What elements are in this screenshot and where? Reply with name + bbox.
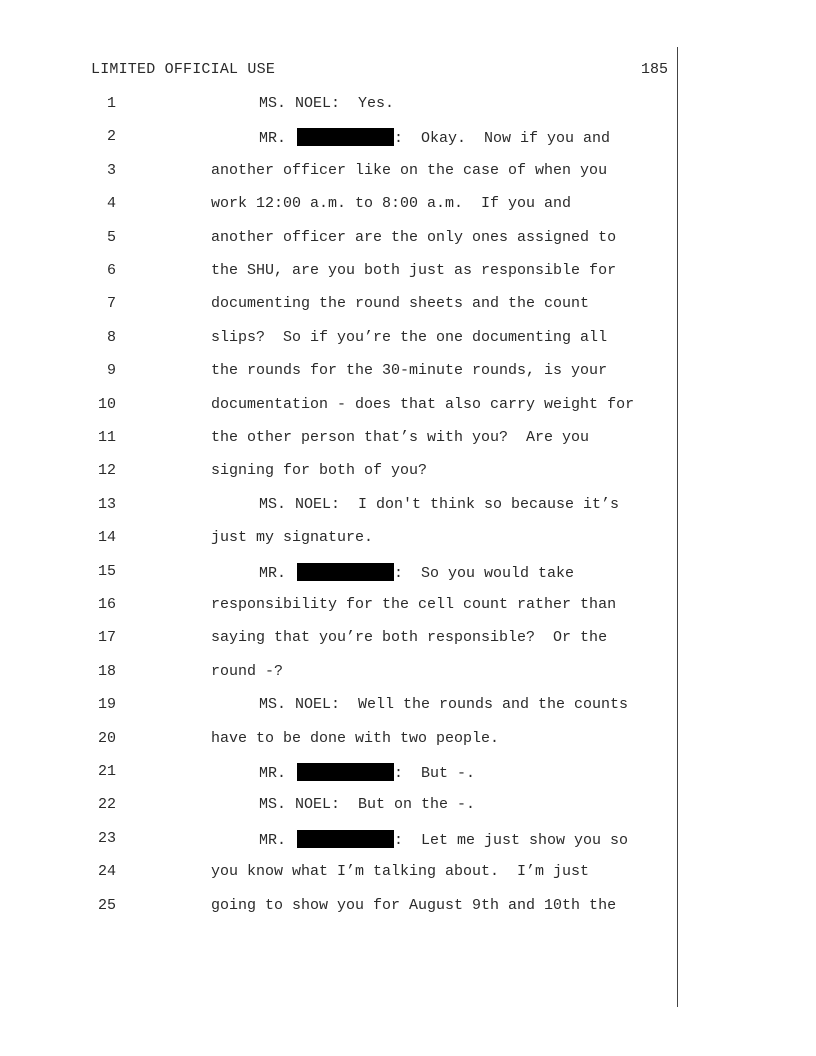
transcript-line [0, 421, 816, 454]
line-text-pre: have to be done with two people. [211, 729, 500, 747]
line-number: 6 [106, 262, 116, 279]
line-text [211, 529, 373, 546]
transcript-line [0, 621, 816, 654]
line-text-pre: signing for both of you? [211, 462, 428, 480]
line-text-pre: the rounds for the 30-minute rounds, is your [211, 362, 608, 380]
line-text [211, 629, 607, 646]
line-text-pre: the other person that’s with you? Are you [211, 429, 590, 446]
line-number: 18 [97, 662, 116, 680]
line-text [211, 897, 616, 914]
line-text-pre: slips? So if you’re the one documenting all [211, 328, 608, 346]
page-number: 185 [640, 61, 668, 78]
redaction-box [297, 830, 394, 848]
line-number: 16 [97, 596, 116, 613]
line-text-pre: going to show you for August 9th and 10th the [211, 896, 617, 914]
line-text [211, 663, 283, 680]
line-number: 14 [97, 529, 116, 547]
line-number: 4 [106, 195, 116, 213]
line-text [211, 195, 571, 212]
line-number: 7 [106, 295, 116, 313]
line-text [211, 229, 616, 246]
line-text-pre: just my signature. [211, 529, 374, 547]
line-number: 10 [97, 395, 116, 413]
transcript-line [0, 521, 816, 554]
line-text [211, 396, 634, 413]
line-number: 13 [97, 495, 116, 513]
line-text [211, 596, 616, 613]
line-number: 21 [97, 763, 116, 780]
transcript-line [0, 588, 816, 621]
line-number: 9 [106, 362, 116, 380]
line-number: 15 [97, 562, 116, 580]
line-number: 19 [97, 696, 116, 714]
line-text [259, 796, 475, 813]
transcript-line [0, 187, 816, 220]
header-classification: LIMITED OFFICIAL USE [91, 61, 276, 78]
line-text [259, 128, 610, 147]
line-text [259, 696, 628, 713]
line-text-pre: documentation - does that also carry weight for [211, 395, 635, 413]
line-text-post: : But -. [394, 765, 476, 782]
line-text [211, 863, 589, 880]
line-number: 24 [97, 863, 116, 881]
line-number: 2 [106, 128, 116, 146]
line-text-post: : Let me just show you so [394, 831, 629, 849]
transcript-line [0, 788, 816, 821]
transcript-line [0, 120, 816, 153]
line-text-pre: another officer like on the case of when you [211, 161, 608, 179]
line-text-pre: work 12:00 a.m. to 8:00 a.m. If you and [211, 195, 572, 213]
line-number: 25 [97, 896, 116, 914]
line-text-post: : So you would take [394, 564, 575, 582]
line-number: 5 [106, 228, 116, 246]
line-text [259, 496, 619, 513]
transcript-line [0, 388, 816, 421]
line-text-pre: responsibility for the cell count rather than [211, 596, 617, 613]
line-number: 12 [97, 462, 116, 480]
line-text [211, 362, 607, 379]
line-text [259, 830, 628, 849]
line-number: 1 [106, 95, 116, 112]
transcript-line [0, 889, 816, 922]
line-text-pre: MR. [259, 765, 296, 782]
transcript-line [0, 488, 816, 521]
transcript-line [0, 87, 816, 120]
transcript-line [0, 822, 816, 855]
transcript-line [0, 354, 816, 387]
transcript-line [0, 221, 816, 254]
line-text [211, 329, 607, 346]
redaction-box [297, 763, 394, 781]
line-text-pre: round -? [211, 662, 284, 680]
transcript-line [0, 555, 816, 588]
line-number: 11 [97, 429, 116, 446]
transcript-line [0, 855, 816, 888]
line-text [211, 162, 607, 179]
line-text-pre: saying that you’re both responsible? Or the [211, 629, 608, 647]
line-text [211, 429, 589, 446]
line-number: 3 [106, 161, 116, 179]
line-text-pre: MS. NOEL: But on the -. [259, 796, 476, 814]
line-text [259, 563, 574, 582]
line-text [259, 763, 475, 782]
line-text-pre: you know what I’m talking about. I’m just [211, 863, 590, 881]
line-number: 22 [97, 796, 116, 814]
line-text [211, 295, 589, 312]
transcript-line [0, 454, 816, 487]
line-text-pre: MR. [259, 130, 296, 148]
line-text-pre: MS. NOEL: I don't think so because it’s [259, 495, 620, 513]
transcript-line [0, 688, 816, 721]
line-number: 17 [97, 629, 116, 647]
line-text [211, 262, 616, 279]
transcript-line [0, 755, 816, 788]
line-text [211, 730, 499, 747]
line-text-pre: the SHU, are you both just as responsible for [211, 262, 617, 279]
transcript-line [0, 287, 816, 320]
line-text-pre: MR. [259, 564, 296, 582]
line-text-pre: MR. [259, 831, 296, 849]
redaction-box [297, 563, 394, 581]
transcript-line [0, 154, 816, 187]
line-text [211, 462, 427, 479]
line-number: 20 [97, 729, 116, 747]
transcript-line [0, 722, 816, 755]
line-number: 8 [106, 328, 116, 346]
line-text-post: : Okay. Now if you and [394, 130, 611, 148]
transcript-line [0, 254, 816, 287]
line-text [259, 95, 394, 112]
line-number: 23 [97, 829, 116, 847]
line-text-pre: MS. NOEL: Yes. [259, 95, 395, 112]
line-text-pre: documenting the round sheets and the count [211, 295, 590, 313]
line-text-pre: another officer are the only ones assigned to [211, 228, 617, 246]
redaction-box [297, 128, 394, 146]
line-text-pre: MS. NOEL: Well the rounds and the counts [259, 696, 629, 714]
transcript-line [0, 321, 816, 354]
transcript-line [0, 655, 816, 688]
